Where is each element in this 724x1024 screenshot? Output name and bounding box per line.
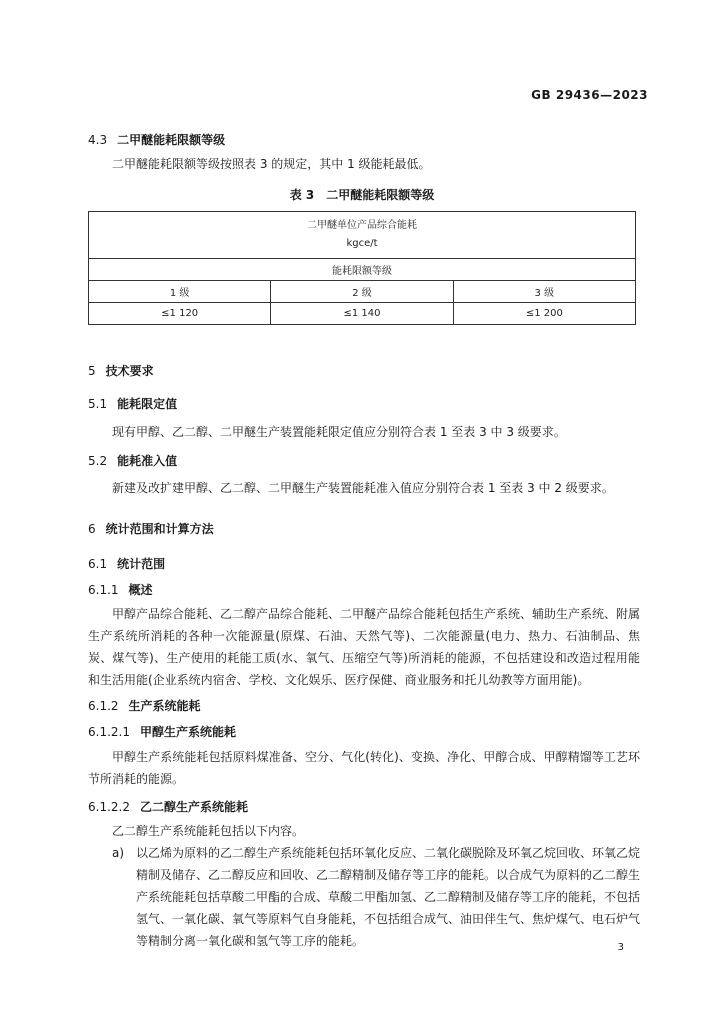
header-line-2: kgce/t	[346, 238, 378, 249]
list-item-a	[112, 842, 640, 952]
section-6-heading	[88, 520, 214, 537]
standard-code: GB 29436—2023	[531, 88, 648, 102]
paragraph-6-1-2-2: 乙二醇生产系统能耗包括以下内容。	[112, 824, 305, 838]
section-number: 6.1.2	[88, 699, 119, 713]
section-title: 二甲醚能耗限额等级	[117, 133, 226, 147]
table-grade-label-row	[89, 259, 636, 281]
paragraph-6-1-1: 甲醇产品综合能耗、乙二醇产品综合能耗、二甲醚产品综合能耗包括生产系统、辅助生产系统、附属生产系统所消耗的各种一次能源量(原煤、石油、天然气等)、二次能源量(电力、热力、石油制品、焦炭、煤气等)、生产使用的耗能工质(水、氧气、压缩空气等)所消耗的能源，不包括建设和改造过程用能和生活用能(企业系统内宿舍、学校、文化娱乐、医疗保健、商业服务和托儿幼教等方面用能)。	[88, 607, 641, 687]
section-title: 统计范围	[117, 557, 166, 571]
section-4-3-heading	[88, 131, 225, 148]
section-number: 5.1	[88, 397, 108, 411]
paragraph-5-1: 现有甲醇、乙二醇、二甲醚生产装置能耗限定值应分别符合表 1 至表 3 中 3 级要求。	[112, 425, 566, 439]
section-6-1-2-2-heading	[88, 798, 248, 815]
value-cell: ≤1 200	[453, 303, 635, 325]
paragraph-5-2: 新建及改扩建甲醇、乙二醇、二甲醚生产装置能耗准入值应分别符合表 1 至表 3 中 2 级要求。	[112, 481, 614, 495]
section-5-heading	[88, 362, 154, 379]
grade-label-cell: 能耗限额等级	[89, 259, 636, 281]
paragraph-6-1-2-1: 甲醇生产系统能耗包括原料煤准备、空分、气化(转化)、变换、净化、甲醇合成、甲醇精馏等工艺环节所消耗的能源。	[88, 750, 640, 786]
grade-cell: 2 级	[271, 281, 453, 303]
header-line-1: 二甲醚单位产品综合能耗	[307, 220, 417, 231]
section-title: 乙二醇生产系统能耗	[139, 800, 248, 814]
section-number: 6.1.2.1	[88, 725, 130, 739]
section-number: 5	[88, 364, 96, 378]
section-title: 能耗准入值	[117, 454, 178, 468]
table-header-row	[89, 212, 636, 259]
section-title: 生产系统能耗	[128, 699, 201, 713]
table-row	[89, 281, 636, 303]
list-item-text: 以乙烯为原料的乙二醇生产系统能耗包括环氧化反应、二氧化碳脱除及环氧乙烷回收、环氧乙烷精制及储存、乙二醇反应和回收、乙二醇精制及储存等工序的能耗。以合成气为原料的乙二醇生产系统能耗包括草酸二甲酯的合成、草酸二甲酯加氢、乙二醇精制及储存等工序的能耗，不包括氢气、一氧化碳、氧气等原料气自身能耗，不包括组合成气、油田伴生气、焦炉煤气、电石炉气等精制分离一氧化碳和氢气等工序的能耗。	[136, 846, 641, 948]
section-title: 技术要求	[105, 364, 154, 378]
section-number: 6.1.1	[88, 583, 119, 597]
grade-cell: 3 级	[453, 281, 635, 303]
section-number: 6.1	[88, 557, 108, 571]
table-row	[89, 303, 636, 325]
paragraph-4-3: 二甲醚能耗限额等级按照表 3 的规定，其中 1 级能耗最低。	[112, 157, 431, 171]
section-number: 5.2	[88, 454, 108, 468]
table-header-cell	[89, 212, 636, 259]
section-5-2-heading	[88, 452, 177, 469]
value-cell: ≤1 120	[89, 303, 271, 325]
page-number: 3	[617, 942, 624, 953]
section-6-1-2-heading	[88, 697, 201, 714]
section-number: 4.3	[88, 133, 108, 147]
section-6-1-heading	[88, 555, 165, 572]
section-title: 统计范围和计算方法	[105, 522, 214, 536]
table-3-title: 表 3 二甲醚能耗限额等级	[289, 188, 435, 202]
section-title: 甲醇生产系统能耗	[139, 725, 236, 739]
section-title: 能耗限定值	[117, 397, 178, 411]
section-title: 概述	[128, 583, 153, 597]
section-number: 6.1.2.2	[88, 800, 130, 814]
section-number: 6	[88, 522, 96, 536]
table-3	[88, 211, 636, 325]
list-marker: a)	[112, 846, 125, 860]
section-6-1-2-1-heading	[88, 723, 236, 740]
grade-cell: 1 级	[89, 281, 271, 303]
section-6-1-1-heading	[88, 581, 153, 598]
value-cell: ≤1 140	[271, 303, 453, 325]
section-5-1-heading	[88, 395, 177, 412]
